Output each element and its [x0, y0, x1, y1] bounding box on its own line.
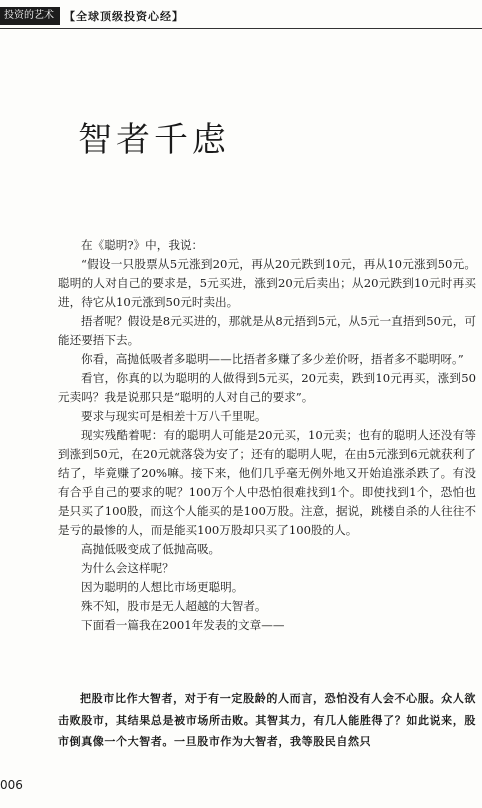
page-number: 006 [0, 778, 23, 792]
paragraph: 你看，高抛低吸者多聪明——比捂者多赚了多少差价呀，捂者多不聪明呀。” [81, 352, 464, 366]
paragraph: 捂者呢？假设是8元买进的，那就是从8元捂到5元，从5元一直捂到50元，可能还要捂下去。 [58, 314, 476, 347]
paragraph: 为什么会这样呢？ [81, 561, 174, 575]
paragraph: “假设一只股票从5元涨到20元，再从20元跌到10元，再从10元涨到50元。聪明的人对自己的要求是，5元买进，涨到20元后卖出；从20元跌到10元时再买进，待它从10元涨到50元时卖出。 [58, 257, 476, 309]
paragraph: 因为聪明的人想比市场更聪明。 [81, 580, 244, 594]
header-divider [0, 28, 482, 29]
header-tab: 投资的艺术 [0, 7, 60, 25]
paragraph: 要求与现实可是相差十万八千里呢。 [81, 409, 267, 423]
paragraph: 在《聪明?》中，我说： [81, 238, 204, 252]
excerpt-block [58, 688, 476, 753]
paragraph: 看官，你真的以为聪明的人做得到5元买，20元卖，跌到10元再买，涨到50元卖吗？我是说那只是“聪明的人对自己的要求”。 [58, 371, 476, 404]
paragraph: 下面看一篇我在2001年发表的文章—— [81, 618, 285, 632]
paragraph: 殊不知，股市是无人超越的大智者。 [81, 599, 267, 613]
excerpt-text: 把股市比作大智者，对于有一定股龄的人而言，恐怕没有人会不心服。众人欲击败股市，其结果总是被市场所击败。其智其力，有几人能胜得了？如此说来，股市倒真像一个大智者。一旦股市作为大智者，我等股民自然只 [58, 692, 476, 748]
chapter-title: 智者千虑 [78, 120, 230, 160]
paragraph: 高抛低吸变成了低抛高吸。 [81, 542, 221, 556]
body-text [58, 236, 476, 635]
paragraph: 现实残酷着呢：有的聪明人可能是20元买，10元卖；也有的聪明人还没有等到涨到50元，在20元就落袋为安了；还有的聪明人呢，在由5元涨到6元就获利了结了，毕竟赚了20%嘛。接下来，他们几乎毫无例外地又开始追涨杀跌了。有没有合乎自己的要求的呢？100万个人中恐怕很难找到1个。即使找到1个，恐怕也是只买了100股，而这个人能买的是100万股。注意，据说，跳楼自杀的人往往不是亏的最惨的人，而是能买100万股却只买了100股的人。 [58, 428, 476, 537]
header-title: 【全球顶级投资心经】 [64, 10, 184, 23]
running-header [0, 6, 184, 26]
